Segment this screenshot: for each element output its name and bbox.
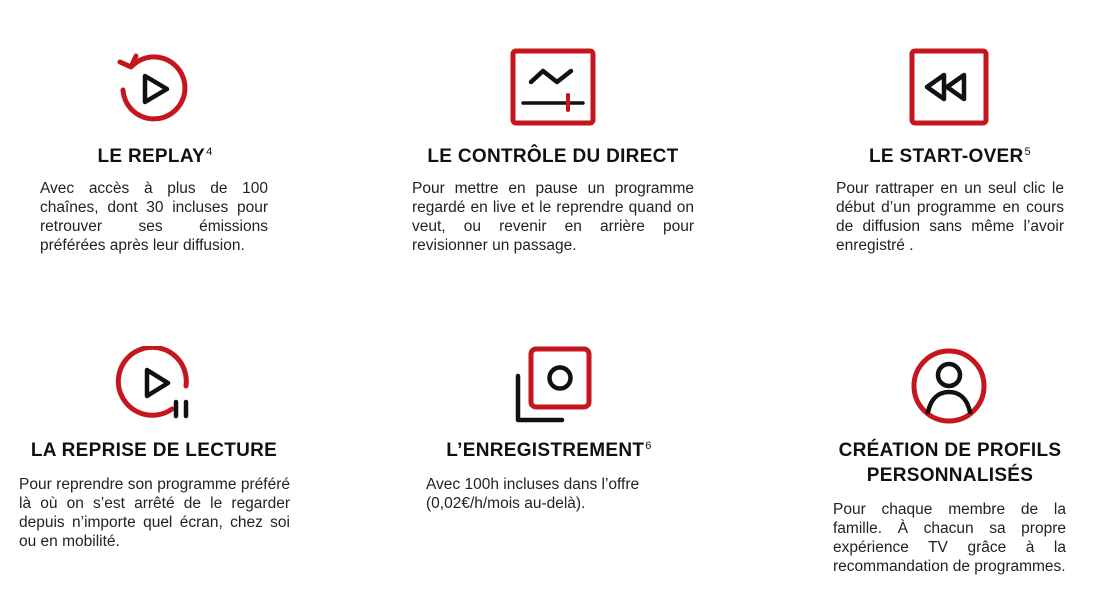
feature-description: Pour rattraper en un seul clic le début d’un programme en cours de diffusion sans même l’avoir enregistré . — [836, 180, 1064, 254]
recording-icon — [512, 344, 594, 426]
feature-title: LE CONTRÔLE DU DIRECT — [427, 146, 679, 167]
live-control-icon — [510, 48, 596, 126]
feature-title: L’ENREGISTREMENT$^6$ — [446, 440, 652, 461]
feature-description: Pour mettre en pause un programme regardé en live et le reprendre quand on veut, ou revenir en arrière pour revisionner un passage. — [412, 180, 694, 254]
feature-description: Pour chaque membre de la famille. À chacun sa propre expérience TV grâce à la recommandation de programmes. — [833, 501, 1066, 575]
resume-playback-icon — [114, 346, 194, 426]
feature-title-line: CRÉATION DE PROFILS — [838, 440, 1062, 461]
replay-icon — [112, 48, 194, 128]
profile-icon — [909, 346, 989, 426]
feature-title — [812, 438, 1088, 488]
rewind-icon — [909, 48, 989, 126]
feature-title: LA REPRISE DE LECTURE — [30, 440, 278, 461]
feature-description: Avec accès à plus de 100 chaînes, dont 30 incluses pour retrouver ses émissions préférées après leur diffusion. — [40, 180, 268, 254]
feature-title: LE START-OVER$^5$ — [869, 146, 1031, 167]
feature-title-line: PERSONNALISÉS — [866, 465, 1034, 486]
feature-description: Pour reprendre son programme préféré là où on s’est arrêté de le regarder depuis n’importe quel écran, chez soi ou en mobilité. — [19, 476, 290, 550]
feature-description: Avec 100h incluses dans l’offre (0,02€/h/mois au-delà). — [426, 476, 640, 512]
feature-title: LE REPLAY$^4$ — [97, 146, 213, 167]
